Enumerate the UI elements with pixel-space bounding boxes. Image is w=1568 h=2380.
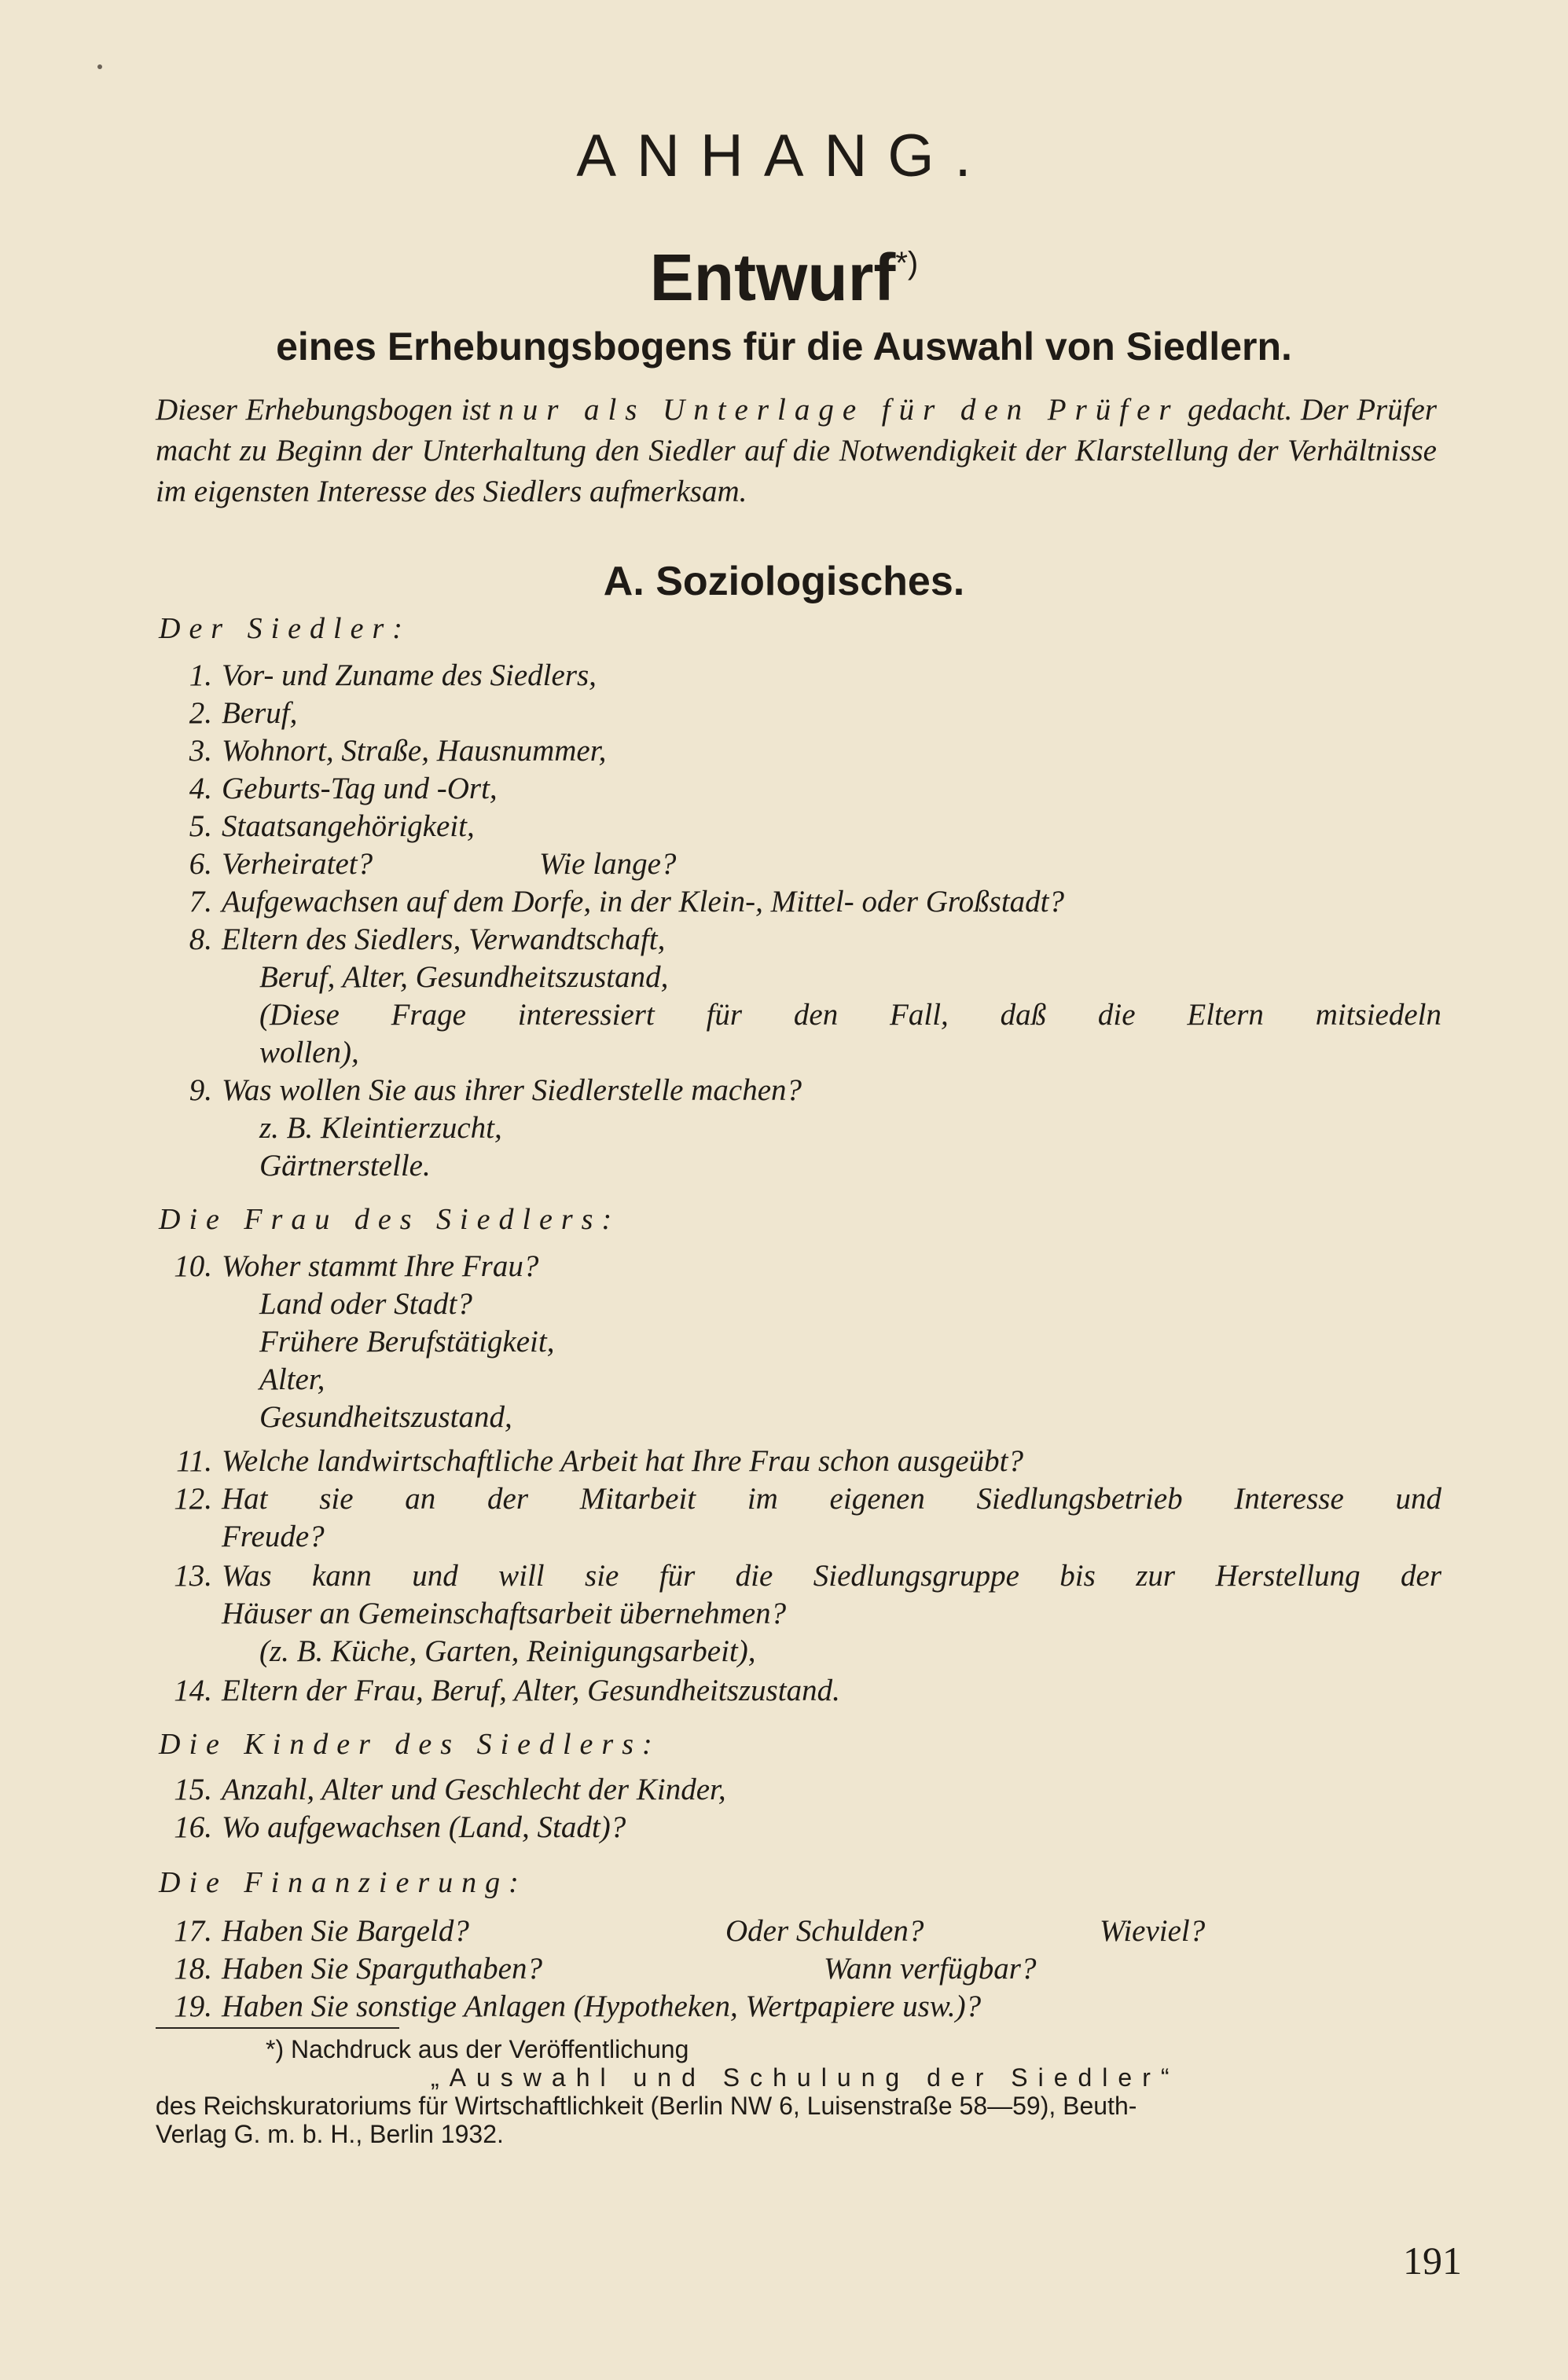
question-text: Anzahl, Alter und Geschlecht der Kinder,	[222, 1773, 726, 1806]
question-line: Was wollen Sie aus ihrer Siedlerstelle machen?	[222, 1073, 802, 1107]
question-number: 8.	[189, 922, 212, 956]
question-number: 4.	[189, 772, 212, 805]
footnote-marker: *)	[895, 246, 919, 281]
question-line: Gesundheitszustand,	[259, 1400, 512, 1434]
question-text	[222, 1557, 1441, 1670]
question-line: Gärtnerstelle.	[259, 1149, 431, 1183]
question-text	[222, 921, 1441, 1072]
question-text	[222, 1248, 1441, 1436]
question-number: 15.	[174, 1773, 212, 1806]
question-line: Alter,	[259, 1362, 325, 1396]
print-speck	[97, 64, 102, 69]
question-number: 17.	[174, 1914, 212, 1948]
question-line: (z. B. Küche, Garten, Reinigungsarbeit),	[259, 1634, 756, 1668]
question-part: Wieviel?	[1100, 1914, 1206, 1948]
group-heading-finanzierung: Die Finanzierung:	[159, 1866, 527, 1899]
question-line: Häuser an Gemeinschaftsarbeit übernehmen?	[222, 1597, 787, 1630]
question-part: Wann verfügbar?	[824, 1952, 1037, 1986]
intro-text-2: gedacht. Der Prüfer macht zu Beginn der Unterhaltung den Siedler auf die Notwendigkeit der Klarstellung der Verhältnisse im eigensten Interesse des Siedlers aufmerksam.	[156, 393, 1438, 508]
appendix-heading: ANHANG.	[576, 123, 992, 189]
question-text	[222, 845, 1441, 883]
document-subtitle: eines Erhebungsbogens für die Auswahl von Siedlern.	[276, 325, 1292, 369]
question-text: Staatsangehörigkeit,	[222, 809, 475, 843]
question-text	[222, 1912, 1441, 1950]
question-number: 11.	[176, 1444, 212, 1478]
question-number: 12.	[174, 1482, 212, 1516]
question-part: Verheiratet?	[222, 847, 373, 881]
question-text: Geburts-Tag und -Ort,	[222, 772, 498, 805]
intro-paragraph	[156, 390, 1437, 512]
question-line: (Diese Frage interessiert für den Fall, daß die Eltern mitsiedeln	[259, 998, 1441, 1032]
footnote-line: des Reichskuratoriums für Wirtschaftlichkeit (Berlin NW 6, Luisenstraße 58—59), Beuth-	[156, 2092, 1137, 2120]
footnote	[156, 2035, 1445, 2148]
intro-spaced-emphasis: nur als Unterlage für den Prüfer	[498, 393, 1180, 427]
question-line: Eltern des Siedlers, Verwandtschaft,	[222, 922, 666, 956]
question-number: 9.	[189, 1073, 212, 1107]
question-text: Wohnort, Straße, Hausnummer,	[222, 734, 607, 768]
group-heading-siedler: Der Siedler:	[159, 612, 411, 645]
footnote-line: „Auswahl und Schulung der Siedler“	[431, 2063, 1180, 2092]
question-line: z. B. Kleintierzucht,	[259, 1111, 502, 1145]
question-line: wollen),	[259, 1036, 359, 1069]
question-part: Wie lange?	[539, 847, 677, 881]
title-text: Entwurf	[649, 240, 896, 314]
question-text	[222, 1072, 1441, 1185]
question-text: Welche landwirtschaftliche Arbeit hat Ihre Frau schon ausgeübt?	[222, 1444, 1024, 1478]
question-part: Haben Sie Bargeld?	[222, 1914, 469, 1948]
question-number: 2.	[189, 696, 212, 730]
question-line: Hat sie an der Mitarbeit im eigenen Siedlungsbetrieb Interesse und	[222, 1482, 1441, 1516]
question-text	[222, 1950, 1441, 1988]
group-heading-kinder: Die Kinder des Siedlers:	[159, 1728, 661, 1761]
question-number: 13.	[174, 1559, 212, 1593]
section-heading-a: A. Soziologisches.	[603, 559, 965, 604]
question-line: Land oder Stadt?	[259, 1287, 472, 1321]
question-text	[222, 1480, 1441, 1556]
question-line: Freude?	[222, 1520, 325, 1553]
question-number: 18.	[174, 1952, 212, 1986]
question-text: Beruf,	[222, 696, 298, 730]
footnote-line: Verlag G. m. b. H., Berlin 1932.	[156, 2120, 504, 2148]
question-text: Haben Sie sonstige Anlagen (Hypotheken, Wertpapiere usw.)?	[222, 1989, 982, 2023]
question-number: 14.	[174, 1674, 212, 1707]
page-number: 191	[1403, 2239, 1462, 2283]
question-part: Haben Sie Sparguthaben?	[222, 1952, 542, 1986]
group-heading-frau: Die Frau des Siedlers:	[159, 1203, 621, 1236]
question-line: Beruf, Alter, Gesundheitszustand,	[259, 960, 669, 994]
footnote-line: *) Nachdruck aus der Veröffentlichung	[266, 2035, 689, 2063]
question-number: 19.	[174, 1989, 212, 2023]
question-text: Vor- und Zuname des Siedlers,	[222, 658, 597, 692]
question-text: Aufgewachsen auf dem Dorfe, in der Klein-, Mittel- oder Großstadt?	[222, 885, 1064, 919]
question-text: Wo aufgewachsen (Land, Stadt)?	[222, 1810, 626, 1844]
question-text: Eltern der Frau, Beruf, Alter, Gesundheitszustand.	[222, 1674, 840, 1707]
footnote-divider	[156, 2027, 399, 2029]
question-number: 6.	[189, 847, 212, 881]
question-number: 5.	[189, 809, 212, 843]
question-number: 1.	[189, 658, 212, 692]
question-number: 16.	[174, 1810, 212, 1844]
question-number: 10.	[174, 1249, 212, 1283]
intro-text-1: Dieser Erhebungsbogen ist	[156, 393, 490, 427]
question-number: 3.	[189, 734, 212, 768]
question-line: Was kann und will sie für die Siedlungsgruppe bis zur Herstellung der	[222, 1559, 1441, 1593]
question-part: Oder Schulden?	[725, 1914, 924, 1948]
question-line: Frühere Berufstätigkeit,	[259, 1325, 555, 1359]
question-number: 7.	[189, 885, 212, 919]
document-title	[0, 240, 1568, 316]
question-line: Woher stammt Ihre Frau?	[222, 1249, 539, 1283]
